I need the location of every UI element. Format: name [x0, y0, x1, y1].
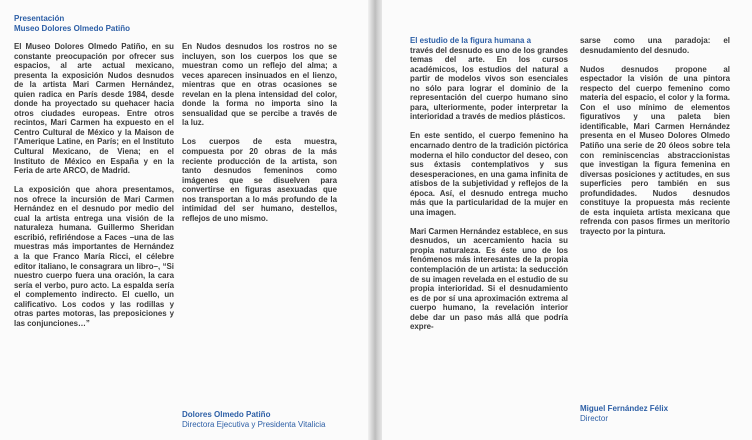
column-lead-heading: El estudio de la figura humana a — [410, 36, 532, 45]
paragraph: En este sentido, el cuerpo femenino ha encarnado dentro de la tradición pictórica moderna el hilo conductor del deseo, con sus éxtasis contemplativos y sus desesperaciones, en una gama infinita de atisbos de la subjetividad y reflejos de la época. Así, el desnudo entrega mucho más que la particularidad de la mujer en una imagen. — [410, 131, 568, 217]
section-heading — [14, 14, 130, 34]
paragraph: Mari Carmen Hernández establece, en sus desnudos, un acercamiento hacia su propia naturaleza. Es éste uno de los fenómenos más interesantes de la propia contemplación de un artista: la seducción de su imagen revelada en el estudio de su propia interioridad. Si el desnudamiento es de por sí una aproximación extrema al cuerpo humano, la revelación interior debe dar un paso más allá que podría expre- — [410, 226, 568, 332]
paragraph: El Museo Dolores Olmedo Patiño, en su constante preocupación por ofrecer sus espacios, al arte actual mexicano, presenta la exposición Nudos desnudos de la artista Mari Carmen Hernández, quien radica en París desde 1984, desde donde ha proyectado su quehacer hacia otros ciudades europeas. Entre otros recintos, Mari Carmen ha expuesto en el Centro Cultural de México y la Maison de l'Amerique Latine, en París; en el Instituto Cultural Mexicano, de Viena; en el Instituto de México en España y en la Feria de arte ARCO, de Madrid. — [14, 42, 174, 176]
paragraph: La exposición que ahora presentamos, nos ofrece la incursión de Mari Carmen Hernández en el desnudo por medio del cual la artista entrega una visión de la naturaleza humana. Guillermo Sheridan escribió, refiriéndose a Faces –una de las muestras más importantes de Hernández a la que Franco María Ricci, el célebre editor italiano, le consagrara un libro–, “Si nuestro cuerpo fuera una oración, la cara sería el verbo, puro acto. La espalda sería el complemento indirecto. El cuello, un calificativo. Los codos y las rodillas y otras partes motoras, las preposiciones y las conjunciones…” — [14, 185, 174, 328]
right-page-column-1 — [410, 36, 568, 341]
right-page-column-2 — [580, 36, 730, 246]
section-subtitle: Museo Dolores Olmedo Patiño — [14, 24, 131, 33]
signature-name: Miguel Fernández Félix — [580, 404, 669, 413]
paragraph: sarse como una paradoja: el desnudamiento del desnudo. — [580, 36, 730, 55]
left-page-column-1 — [14, 42, 174, 338]
paragraph: Nudos desnudos propone al espectador la visión de una pintora respecto del cuerpo femenino como materia del espacio, el color y la forma. Con el uso mínimo de elementos figurativos y una paleta bien identificable, Mari Carmen Hernández presenta en el Museo Dolores Olmedo Patiño una serie de 20 óleos sobre tela con reminiscencias abstraccionistas que investigan la figura femenina en diversas posiciones y actitudes, en sus superficies pero también en sus profundidades. Nudos desnudos constituye la propuesta más reciente de esta inquieta artista mexicana que refrenda con pasos firmes un meritorio trayecto por la pintura. — [580, 64, 730, 236]
section-label: Presentación — [14, 14, 65, 23]
paragraph: En Nudos desnudos los rostros no se incluyen, son los cuerpos los que se muestran como un reflejo del alma; a veces aparecen insinuados en el lienzo, mientras que en otras ocasiones se revelan en la plena intensidad del color, donde la forma no importa sino la sensualidad que se percibe a través de la luz. — [182, 42, 337, 128]
right-signature — [580, 404, 668, 424]
right-page — [382, 0, 752, 440]
paragraph: Los cuerpos de esta muestra, compuesta por 20 obras de la más reciente producción de la artista, son tanto desnudos femeninos como imágenes que se disuelven para convertirse en figuras asexuadas que nos transportan a lo más profundo de la intimidad del ser humano, destellos, reflejos de uno mismo. — [182, 137, 337, 223]
left-page — [0, 0, 370, 440]
signature-role: Director — [580, 414, 609, 423]
signature-role: Directora Ejecutiva y Presidenta Vitalicia — [182, 420, 326, 429]
paragraph: través del desnudo es uno de los grandes temas del arte. En los cursos académicos, los estudios del natural a partir de modelos vivos son esenciales no sólo para lograr el dominio de la representación del cuerpo humano sino para, ulteriormente, poder interpretar la interioridad a través de medios plásticos. — [410, 45, 568, 122]
left-signature — [182, 410, 325, 430]
left-page-column-2 — [182, 42, 337, 233]
signature-name: Dolores Olmedo Patiño — [182, 410, 271, 419]
